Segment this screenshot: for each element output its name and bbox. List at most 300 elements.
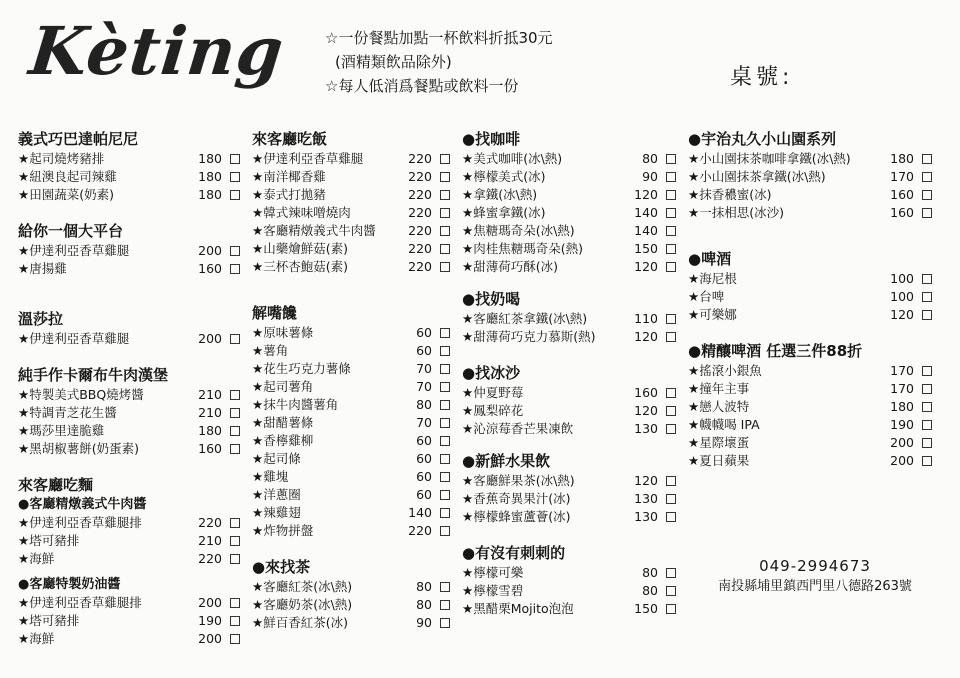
menu-item-row <box>252 450 450 468</box>
menu-item-row <box>462 150 676 168</box>
item-price: 220 <box>198 515 222 530</box>
item-price: 70 <box>416 361 432 376</box>
item-list <box>18 330 240 348</box>
menu-item-row <box>462 600 676 618</box>
order-checkbox[interactable] <box>440 436 450 446</box>
order-checkbox[interactable] <box>666 406 676 416</box>
order-checkbox[interactable] <box>440 400 450 410</box>
menu-column-4 <box>688 128 932 470</box>
item-name: ★鮮百香紅茶(冰) <box>252 615 348 630</box>
menu-item-row <box>462 186 676 204</box>
item-price: 140 <box>634 223 658 238</box>
item-name: ★肉桂焦糖瑪奇朵(熱) <box>462 241 583 256</box>
item-name: ★特調青芝花生醬 <box>18 405 117 420</box>
order-checkbox[interactable] <box>666 208 676 218</box>
item-name: ★海尼根 <box>688 271 737 286</box>
order-checkbox[interactable] <box>440 154 450 164</box>
item-name: ★洋蔥圈 <box>252 487 301 502</box>
menu-item-row <box>688 168 932 186</box>
contact-info <box>700 556 930 598</box>
item-name: ★台啤 <box>688 289 725 304</box>
item-name: ★伊達利亞香草雞腿排 <box>18 515 142 530</box>
item-price: 190 <box>890 417 914 432</box>
order-checkbox[interactable] <box>922 190 932 200</box>
menu-item-row <box>252 504 450 522</box>
item-name: ★海鮮 <box>18 551 55 566</box>
order-checkbox[interactable] <box>440 328 450 338</box>
item-price: 180 <box>198 151 222 166</box>
subsection-title: ●客廳特製奶油醬 <box>18 577 121 592</box>
order-checkbox[interactable] <box>230 518 240 528</box>
item-price: 70 <box>416 415 432 430</box>
item-name: ★原味薯條 <box>252 325 314 340</box>
menu-item-row <box>18 550 240 568</box>
notice-line: ☆每人低消爲餐點或飲料一份 <box>325 77 519 95</box>
order-checkbox[interactable] <box>666 314 676 324</box>
menu-item-row <box>252 596 450 614</box>
item-list <box>252 324 450 540</box>
item-name: ★抹香穠蜜(冰) <box>688 187 772 202</box>
item-price: 60 <box>416 325 432 340</box>
order-checkbox[interactable] <box>666 424 676 434</box>
item-name: ★辣雞翅 <box>252 505 301 520</box>
order-checkbox[interactable] <box>230 616 240 626</box>
order-checkbox[interactable] <box>440 508 450 518</box>
item-name: ★小山園抹茶拿鐵(冰\熱) <box>688 169 826 184</box>
item-price: 220 <box>408 259 432 274</box>
order-checkbox[interactable] <box>666 226 676 236</box>
item-list <box>462 150 676 276</box>
order-checkbox[interactable] <box>666 586 676 596</box>
item-name: ★田園蔬菜(奶素) <box>18 187 114 202</box>
item-price: 90 <box>642 169 658 184</box>
item-name: ★焦糖瑪奇朵(冰\熱) <box>462 223 575 238</box>
item-price: 110 <box>634 311 658 326</box>
item-name: ★客廳精燉義式牛肉醬 <box>252 223 376 238</box>
item-name: ★薯角 <box>252 343 289 358</box>
item-price: 180 <box>890 151 914 166</box>
menu-item-row <box>462 384 676 402</box>
menu-column-1 <box>18 128 240 648</box>
item-price: 220 <box>408 223 432 238</box>
item-price: 130 <box>634 491 658 506</box>
order-checkbox[interactable] <box>666 512 676 522</box>
order-checkbox[interactable] <box>440 262 450 272</box>
order-checkbox[interactable] <box>230 190 240 200</box>
item-name: ★塔可豬排 <box>18 533 80 548</box>
item-name: ★星際壞蛋 <box>688 435 750 450</box>
menu-item-row <box>18 168 240 186</box>
item-price: 200 <box>890 453 914 468</box>
brand-logo: Kèting <box>25 12 288 90</box>
item-name: ★花生巧克力薯條 <box>252 361 351 376</box>
item-name: ★唐揚雞 <box>18 261 67 276</box>
section-title: 給你一個大平台 <box>18 222 124 240</box>
item-price: 120 <box>634 329 658 344</box>
order-checkbox[interactable] <box>230 408 240 418</box>
item-name: ★客廳奶茶(冰\熱) <box>252 597 353 612</box>
order-checkbox[interactable] <box>440 472 450 482</box>
menu-item-row <box>18 594 240 612</box>
item-price: 150 <box>634 601 658 616</box>
order-checkbox[interactable] <box>440 490 450 500</box>
menu-item-row <box>18 404 240 422</box>
order-checkbox[interactable] <box>440 418 450 428</box>
item-price: 60 <box>416 343 432 358</box>
menu-item-row <box>688 270 932 288</box>
item-name: ★蜂蜜拿鐵(冰) <box>462 205 546 220</box>
menu-item-row <box>252 468 450 486</box>
menu-item-row <box>688 452 932 470</box>
item-price: 220 <box>408 187 432 202</box>
notice-line: (酒精類飲品除外) <box>335 53 452 71</box>
item-name: ★鳳梨碎花 <box>462 403 524 418</box>
menu-item-row <box>18 242 240 260</box>
item-list <box>18 242 240 278</box>
section-title: ●找奶喝 <box>462 290 521 308</box>
item-name: ★起司條 <box>252 451 301 466</box>
item-price: 220 <box>408 523 432 538</box>
section-title: 義式巧巴達帕尼尼 <box>18 130 139 148</box>
menu-item-row <box>252 222 450 240</box>
item-name: ★黑醋栗Mojito泡泡 <box>462 601 574 616</box>
menu-item-row <box>18 422 240 440</box>
order-checkbox[interactable] <box>230 264 240 274</box>
menu-item-row <box>462 472 676 490</box>
order-checkbox[interactable] <box>922 438 932 448</box>
order-checkbox[interactable] <box>230 554 240 564</box>
item-price: 200 <box>198 243 222 258</box>
item-price: 70 <box>416 379 432 394</box>
subsection-title: ●客廳精燉義式牛肉醬 <box>18 497 147 512</box>
item-name: ★韓式辣味噌燒肉 <box>252 205 351 220</box>
order-checkbox[interactable] <box>440 526 450 536</box>
order-checkbox[interactable] <box>230 536 240 546</box>
item-list <box>688 362 932 470</box>
item-price: 180 <box>198 423 222 438</box>
order-checkbox[interactable] <box>230 598 240 608</box>
menu-item-row <box>252 342 450 360</box>
item-name: ★一抹相思(冰沙) <box>688 205 784 220</box>
section-title: ●來找茶 <box>252 558 311 576</box>
item-list <box>18 150 240 204</box>
item-price: 140 <box>408 505 432 520</box>
order-checkbox[interactable] <box>922 292 932 302</box>
phone-number: 049-2994673 <box>759 557 871 575</box>
item-price: 180 <box>198 187 222 202</box>
order-checkbox[interactable] <box>440 618 450 628</box>
item-list <box>462 310 676 346</box>
menu-item-row <box>252 168 450 186</box>
menu-item-row <box>462 258 676 276</box>
order-checkbox[interactable] <box>666 172 676 182</box>
item-name: ★客廳紅茶拿鐵(冰\熱) <box>462 311 588 326</box>
menu-item-row <box>252 204 450 222</box>
menu-item-row <box>462 310 676 328</box>
order-checkbox[interactable] <box>440 382 450 392</box>
order-checkbox[interactable] <box>230 444 240 454</box>
item-name: ★特製美式BBQ燒烤醬 <box>18 387 144 402</box>
order-checkbox[interactable] <box>922 310 932 320</box>
item-list <box>688 150 932 222</box>
order-checkbox[interactable] <box>230 426 240 436</box>
section-title: 來客廳吃麵 <box>18 476 94 494</box>
order-checkbox[interactable] <box>440 226 450 236</box>
menu-item-row <box>462 222 676 240</box>
menu-item-row <box>462 328 676 346</box>
menu-item-row <box>688 306 932 324</box>
item-price: 160 <box>198 261 222 276</box>
item-name: ★伊達利亞香草雞腿排 <box>18 595 142 610</box>
item-price: 200 <box>198 631 222 646</box>
item-name: ★可樂娜 <box>688 307 737 322</box>
order-notice <box>325 26 553 98</box>
order-checkbox[interactable] <box>440 454 450 464</box>
menu-item-row <box>688 204 932 222</box>
order-checkbox[interactable] <box>230 334 240 344</box>
menu-item-row <box>252 396 450 414</box>
item-price: 60 <box>416 487 432 502</box>
item-price: 220 <box>198 551 222 566</box>
item-list <box>688 270 932 324</box>
menu-item-row <box>18 612 240 630</box>
menu-item-row <box>688 150 932 168</box>
item-price: 160 <box>634 385 658 400</box>
menu-item-row <box>252 150 450 168</box>
menu-item-row <box>688 398 932 416</box>
item-name: ★起司薯角 <box>252 379 314 394</box>
order-checkbox[interactable] <box>440 244 450 254</box>
item-name: ★檸檬可樂 <box>462 565 524 580</box>
item-list <box>18 514 240 568</box>
item-price: 220 <box>408 151 432 166</box>
menu-item-row <box>252 578 450 596</box>
menu-item-row <box>252 324 450 342</box>
item-price: 90 <box>416 615 432 630</box>
item-name: ★搖滾小銀魚 <box>688 363 762 378</box>
order-checkbox[interactable] <box>666 604 676 614</box>
menu-item-row <box>688 416 932 434</box>
item-name: ★雞塊 <box>252 469 289 484</box>
section-title: ●有沒有刺刺的 <box>462 544 566 562</box>
notice-line: ☆一份餐點加點一杯飲料折抵30元 <box>325 29 553 47</box>
item-price: 100 <box>890 271 914 286</box>
item-name: ★香檸雞柳 <box>252 433 314 448</box>
item-price: 80 <box>416 397 432 412</box>
item-list <box>18 386 240 458</box>
menu-item-row <box>462 204 676 222</box>
item-price: 220 <box>408 169 432 184</box>
item-price: 120 <box>890 307 914 322</box>
order-checkbox[interactable] <box>440 346 450 356</box>
item-price: 160 <box>890 205 914 220</box>
order-checkbox[interactable] <box>666 476 676 486</box>
section-title: ●找冰沙 <box>462 364 521 382</box>
order-checkbox[interactable] <box>440 190 450 200</box>
item-price: 140 <box>634 205 658 220</box>
item-list <box>252 150 450 276</box>
menu-column-3 <box>462 128 676 618</box>
order-checkbox[interactable] <box>922 274 932 284</box>
menu-item-row <box>18 330 240 348</box>
order-checkbox[interactable] <box>666 190 676 200</box>
order-checkbox[interactable] <box>922 402 932 412</box>
item-price: 200 <box>198 331 222 346</box>
section-title: 純手作卡爾布牛肉漢堡 <box>18 366 169 384</box>
menu-item-row <box>462 564 676 582</box>
menu-item-row <box>18 386 240 404</box>
menu-item-row <box>462 168 676 186</box>
menu-item-row <box>252 414 450 432</box>
item-name: ★沁涼莓香芒果凍飲 <box>462 421 574 436</box>
item-name: ★黑胡椒薯餅(奶蛋素) <box>18 441 139 456</box>
order-checkbox[interactable] <box>922 154 932 164</box>
item-name: ★瑪莎里達脆雞 <box>18 423 105 438</box>
menu-item-row <box>252 360 450 378</box>
order-checkbox[interactable] <box>440 208 450 218</box>
item-name: ★伊達利亞香草雞腿 <box>18 243 130 258</box>
item-price: 160 <box>890 187 914 202</box>
item-name: ★戀人波特 <box>688 399 750 414</box>
order-checkbox[interactable] <box>666 244 676 254</box>
menu-item-row <box>18 186 240 204</box>
order-checkbox[interactable] <box>666 332 676 342</box>
item-price: 120 <box>634 187 658 202</box>
menu-item-row <box>688 380 932 398</box>
address: 南投縣埔里鎮西門里八德路263號 <box>718 579 912 594</box>
item-name: ★美式咖啡(冰\熱) <box>462 151 563 166</box>
item-list <box>252 578 450 632</box>
item-name: ★客廳鮮果茶(冰\熱) <box>462 473 575 488</box>
section-title: ●精釀啤酒 任選三件88折 <box>688 342 863 360</box>
item-list <box>18 594 240 648</box>
item-name: ★海鮮 <box>18 631 55 646</box>
menu-item-row <box>252 432 450 450</box>
menu-item-row <box>252 522 450 540</box>
item-price: 80 <box>642 565 658 580</box>
item-price: 200 <box>198 595 222 610</box>
order-checkbox[interactable] <box>922 172 932 182</box>
item-price: 60 <box>416 469 432 484</box>
item-name: ★檸檬美式(冰) <box>462 169 546 184</box>
item-name: ★小山園抹茶咖啡拿鐵(冰\熱) <box>688 151 851 166</box>
item-name: ★三杯杏鮑菇(素) <box>252 259 348 274</box>
menu-item-row <box>252 486 450 504</box>
order-checkbox[interactable] <box>230 246 240 256</box>
item-price: 80 <box>642 151 658 166</box>
item-list <box>462 472 676 526</box>
order-checkbox[interactable] <box>230 172 240 182</box>
order-checkbox[interactable] <box>666 262 676 272</box>
menu-item-row <box>688 186 932 204</box>
menu-item-row <box>688 434 932 452</box>
item-name: ★起司燒烤豬排 <box>18 151 105 166</box>
item-price: 210 <box>198 405 222 420</box>
order-checkbox[interactable] <box>666 494 676 504</box>
item-price: 200 <box>890 435 914 450</box>
item-name: ★伊達利亞香草雞腿 <box>252 151 364 166</box>
item-price: 130 <box>634 421 658 436</box>
order-checkbox[interactable] <box>922 366 932 376</box>
item-list <box>462 384 676 438</box>
item-price: 80 <box>416 597 432 612</box>
item-price: 120 <box>634 259 658 274</box>
item-name: ★撞年主事 <box>688 381 750 396</box>
item-price: 170 <box>890 169 914 184</box>
menu-item-row <box>688 288 932 306</box>
order-checkbox[interactable] <box>230 390 240 400</box>
item-name: ★香蕉奇異果汁(冰) <box>462 491 571 506</box>
order-checkbox[interactable] <box>230 634 240 644</box>
item-name: ★檸檬雪碧 <box>462 583 524 598</box>
item-price: 100 <box>890 289 914 304</box>
section-title: 來客廳吃飯 <box>252 130 328 148</box>
item-name: ★南洋椰香雞 <box>252 169 326 184</box>
menu-item-row <box>252 258 450 276</box>
order-checkbox[interactable] <box>440 172 450 182</box>
menu-item-row <box>462 582 676 600</box>
order-checkbox[interactable] <box>922 208 932 218</box>
item-price: 210 <box>198 533 222 548</box>
order-checkbox[interactable] <box>666 154 676 164</box>
item-price: 80 <box>416 579 432 594</box>
menu-item-row <box>18 514 240 532</box>
order-checkbox[interactable] <box>440 364 450 374</box>
item-name: ★紐澳良起司辣雞 <box>18 169 117 184</box>
item-price: 170 <box>890 363 914 378</box>
order-checkbox[interactable] <box>922 420 932 430</box>
order-checkbox[interactable] <box>230 154 240 164</box>
menu-item-row <box>462 240 676 258</box>
menu-item-row <box>18 260 240 278</box>
item-price: 180 <box>890 399 914 414</box>
section-title: ●宇治丸久小山園系列 <box>688 130 837 148</box>
table-number-label: 桌號: <box>730 65 794 90</box>
item-price: 160 <box>198 441 222 456</box>
menu-item-row <box>18 440 240 458</box>
item-name: ★幭幭喝 IPA <box>688 417 760 432</box>
menu-item-row <box>462 402 676 420</box>
order-checkbox[interactable] <box>440 582 450 592</box>
menu-item-row <box>462 420 676 438</box>
menu-item-row <box>18 150 240 168</box>
menu-item-row <box>252 378 450 396</box>
item-name: ★甜醋薯條 <box>252 415 314 430</box>
item-name: ★甜薄荷巧酥(冰) <box>462 259 558 274</box>
order-checkbox[interactable] <box>922 384 932 394</box>
menu-item-row <box>18 630 240 648</box>
order-checkbox[interactable] <box>922 456 932 466</box>
item-name: ★泰式打拋豬 <box>252 187 326 202</box>
section-title: ●找咖啡 <box>462 130 521 148</box>
item-price: 220 <box>408 241 432 256</box>
item-price: 130 <box>634 509 658 524</box>
menu-item-row <box>252 240 450 258</box>
item-name: ★山藥燴鮮菇(素) <box>252 241 348 256</box>
section-title: ●新鮮水果飲 <box>462 452 551 470</box>
section-title: ●啤酒 <box>688 250 732 268</box>
item-price: 120 <box>634 403 658 418</box>
item-name: ★夏日蘋果 <box>688 453 750 468</box>
item-price: 210 <box>198 387 222 402</box>
order-checkbox[interactable] <box>666 388 676 398</box>
item-name: ★檸檬蜂蜜蘆薈(冰) <box>462 509 571 524</box>
item-name: ★拿鐵(冰\熱) <box>462 187 538 202</box>
order-checkbox[interactable] <box>440 600 450 610</box>
item-list <box>462 564 676 618</box>
order-checkbox[interactable] <box>666 568 676 578</box>
item-name: ★甜薄荷巧克力慕斯(熱) <box>462 329 596 344</box>
